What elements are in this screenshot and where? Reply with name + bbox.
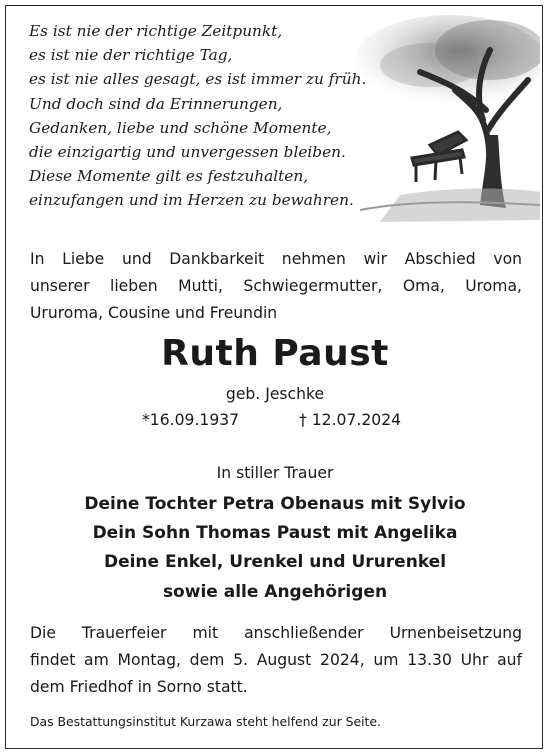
bench-icon bbox=[412, 132, 466, 182]
mourning-label: In stiller Trauer bbox=[216, 464, 334, 482]
funeral-home-note: Das Bestattungsinstitut Kurzawa steht helfend zur Seite. bbox=[30, 714, 381, 729]
death-date: † 12.07.2024 bbox=[299, 411, 402, 429]
birth-date: *16.09.1937 bbox=[142, 411, 240, 429]
mourner-line: Deine Enkel, Urenkel und Ururenkel bbox=[103, 552, 447, 573]
mourner-line: Dein Sohn Thomas Paust mit Angelika bbox=[92, 523, 458, 544]
mourner-line: Deine Tochter Petra Obenaus mit Sylvio bbox=[84, 494, 466, 514]
intro-paragraph bbox=[30, 246, 522, 327]
poem bbox=[29, 19, 409, 213]
poem-line: Es ist nie der richtige Zeitpunkt, bbox=[29, 22, 283, 40]
poem-line: Gedanken, liebe und schöne Momente, bbox=[29, 118, 332, 137]
service-line: Die Trauerfeier mit anschließender Urnenbeisetzung bbox=[30, 624, 522, 642]
poem-line: einzufangen und im Herzen zu bewahren. bbox=[29, 191, 354, 210]
poem-line: die einzigartig und unvergessen bleiben. bbox=[29, 143, 346, 162]
intro-line: Ururoma, Cousine und Freundin bbox=[30, 304, 278, 322]
poem-line: es ist nie der richtige Tag, bbox=[29, 46, 233, 65]
service-line: findet am Montag, dem 5. August 2024, um 13.30 Uhr auf bbox=[30, 651, 522, 669]
poem-line: es ist nie alles gesagt, es ist immer zu früh. bbox=[29, 70, 367, 89]
mourners-list bbox=[0, 490, 550, 607]
mourner-line: sowie alle Angehörigen bbox=[162, 581, 388, 602]
deceased-name: Ruth Paust bbox=[161, 333, 389, 374]
intro-line: unserer lieben Mutti, Schwiegermutter, Oma, Uroma, bbox=[30, 277, 522, 295]
life-dates bbox=[0, 411, 550, 433]
birth-name: geb. Jeschke bbox=[225, 385, 325, 403]
intro-line: In Liebe und Dankbarkeit nehmen wir Abschied von bbox=[30, 250, 522, 268]
poem-line: Diese Momente gilt es festzuhalten, bbox=[29, 167, 309, 186]
service-paragraph bbox=[30, 620, 522, 701]
service-line: dem Friedhof in Sorno statt. bbox=[30, 678, 248, 696]
poem-line: Und doch sind da Erinnerungen, bbox=[29, 94, 283, 113]
